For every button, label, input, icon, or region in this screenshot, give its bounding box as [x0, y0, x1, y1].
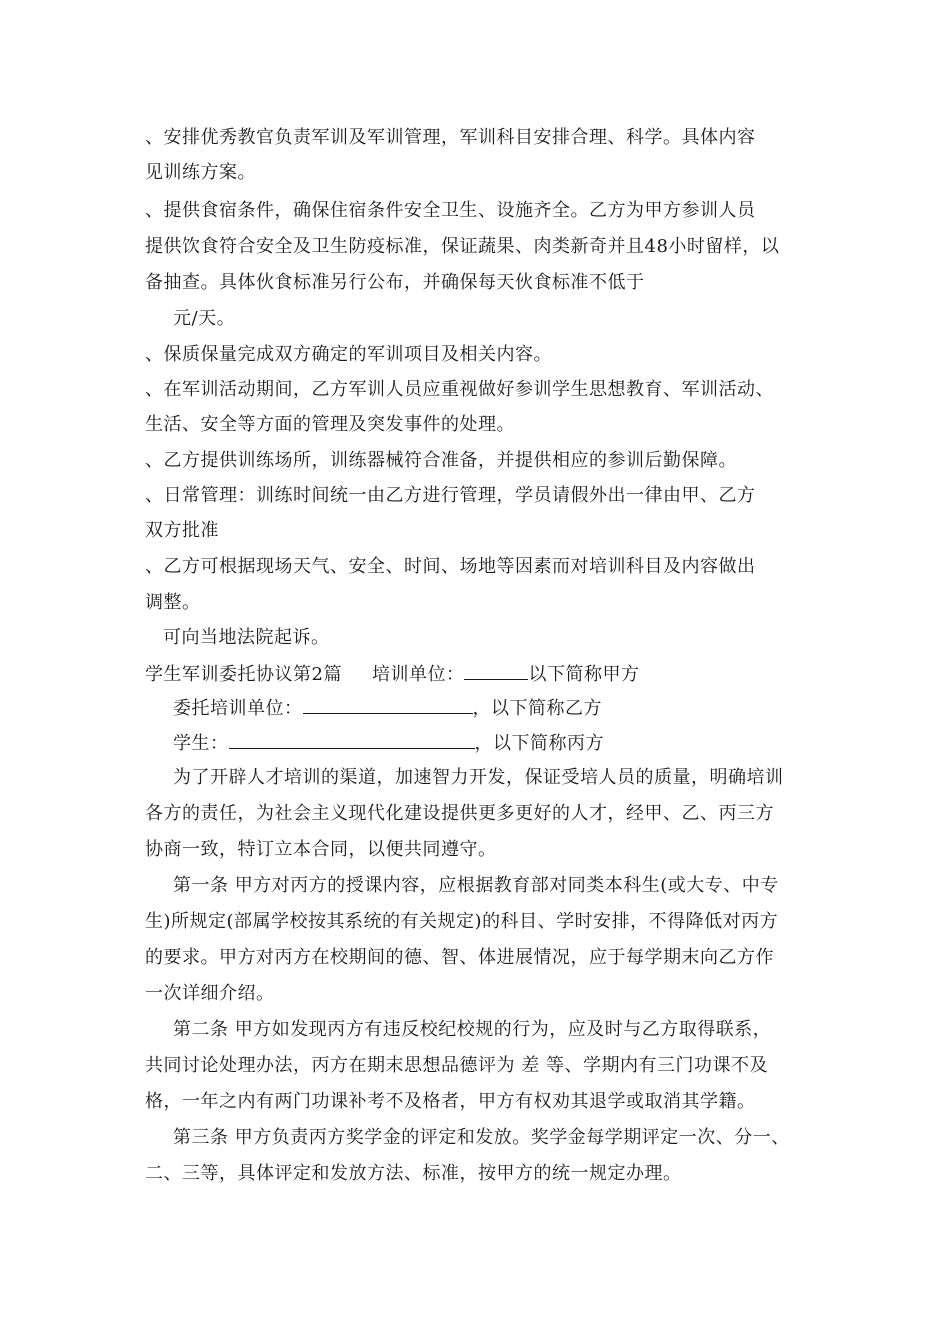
text-line: 生活、安全等方面的管理及突发事件的处理。: [145, 414, 515, 435]
body-line: 格，一年之内有两门功课补考不及格者，甲方有权劝其退学或取消其学籍。: [145, 1091, 756, 1112]
body-line: 一次详细介绍。: [145, 983, 275, 1004]
party-a-label: 培训单位：: [371, 664, 465, 685]
body-line: 第二条 甲方如发现丙方有违反校纪校规的行为，应及时与乙方取得联系，: [173, 1019, 772, 1040]
text-line: 、保质保量完成双方确定的军训项目及相关内容。: [145, 344, 552, 365]
text-line: 见训练方案。: [145, 162, 256, 183]
party-c-suffix: ，以下简称丙方: [474, 733, 604, 754]
document-title: 学生军训委托协议第2篇: [145, 664, 342, 685]
body-line: 二、三等，具体评定和发放方法、标准，按甲方的统一规定办理。: [145, 1163, 682, 1184]
text-line: 、提供食宿条件，确保住宿条件安全卫生、设施齐全。乙方为甲方参训人员: [145, 200, 756, 221]
party-b-blank: [303, 695, 473, 714]
body-line: 协商一致，特订立本合同，以便共同遵守。: [145, 839, 497, 860]
body-line: 共同讨论处理办法，丙方在期末思想品德评为 差 等、学期内有三门功课不及: [145, 1055, 768, 1076]
text-line: 双方批准: [145, 520, 219, 541]
party-c-blank: [229, 730, 475, 749]
party-c-label: 学生：: [173, 733, 229, 754]
text-line: 、安排优秀教官负责军训及军训管理，军训科目安排合理、科学。具体内容: [145, 127, 756, 148]
body-line: 第一条 甲方对丙方的授课内容，应根据教育部对同类本科生(或大专、中专: [173, 875, 779, 896]
text-line: 备抽查。具体伙食标准另行公布，并确保每天伙食标准不低于: [145, 272, 645, 293]
party-a-line: [145, 661, 639, 687]
body-line: 为了开辟人才培训的渠道，加速智力开发，保证受培人员的质量，明确培训: [173, 767, 784, 788]
body-line: 第三条 甲方负责丙方奖学金的评定和发放。奖学金每学期评定一次、分一、: [173, 1127, 790, 1148]
party-b-label: 委托培训单位：: [173, 698, 303, 719]
party-a-blank: [464, 661, 528, 680]
text-line: 、乙方提供训练场所，训练器械符合准备，并提供相应的参训后勤保障。: [145, 450, 737, 471]
party-b-suffix: ，以下简称乙方: [472, 698, 602, 719]
body-line: 的要求。甲方对丙方在校期间的德、智、体进展情况，应于每学期末向乙方作: [145, 947, 774, 968]
text-line: 调整。: [145, 592, 201, 613]
party-c-line: [173, 730, 604, 756]
text-line: 、乙方可根据现场天气、安全、时间、场地等因素而对培训科目及内容做出: [145, 556, 756, 577]
text-line: 、日常管理：训练时间统一由乙方进行管理，学员请假外出一律由甲、乙方: [145, 485, 756, 506]
text-line: 可向当地法院起诉。: [163, 627, 330, 648]
party-b-line: [173, 695, 602, 721]
party-a-suffix: 以下简称甲方: [528, 664, 640, 685]
body-line: 生)所规定(部属学校按其系统的有关规定)的科目、学时安排，不得降低对丙方: [145, 911, 779, 932]
text-line: 元/天。: [173, 308, 236, 329]
text-line: 提供饮食符合安全及卫生防疫标准，保证蔬果、肉类新奇并且48小时留样，以: [145, 236, 780, 257]
body-line: 各方的责任，为社会主义现代化建设提供更多更好的人才，经甲、乙、丙三方: [145, 803, 774, 824]
text-line: 、在军训活动期间，乙方军训人员应重视做好参训学生思想教育、军训活动、: [145, 379, 774, 400]
